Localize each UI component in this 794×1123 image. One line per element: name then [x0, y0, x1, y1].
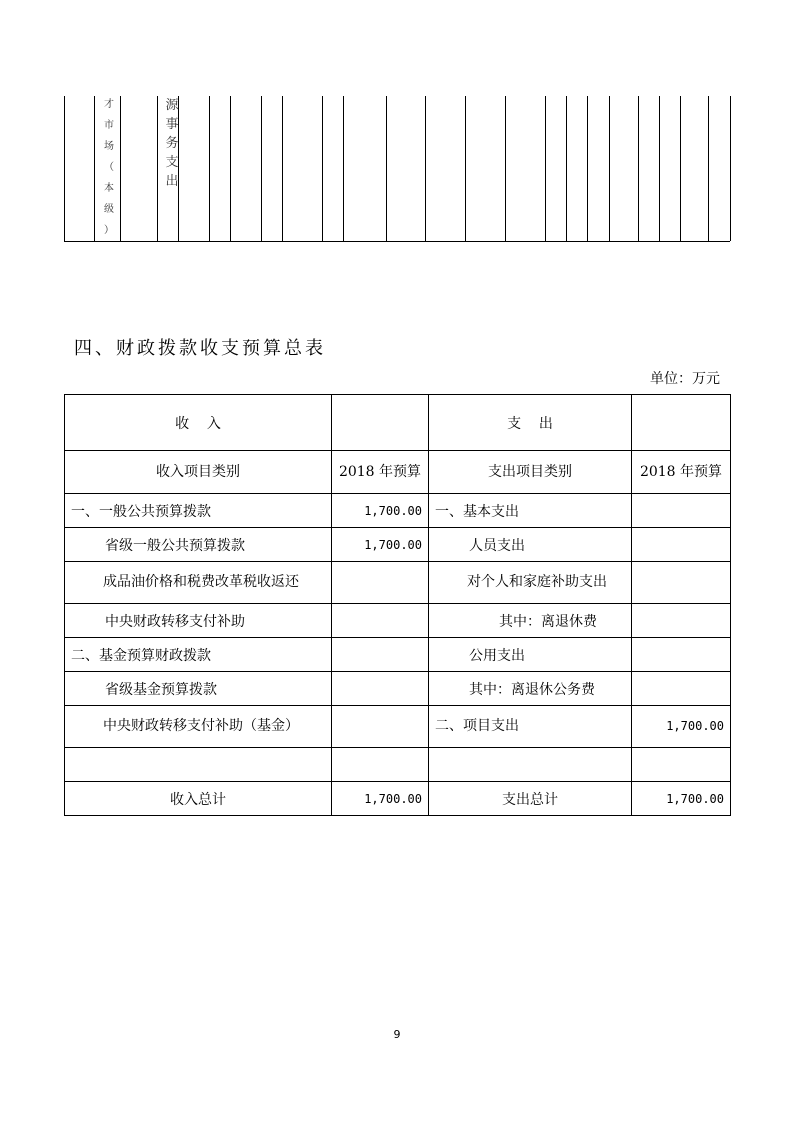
table-total-row — [65, 782, 731, 816]
char: 级 — [104, 204, 114, 215]
income-amount — [332, 638, 429, 672]
vertical-cell-text-unit — [101, 100, 117, 247]
char: ） — [104, 225, 114, 236]
table-gridline — [386, 96, 387, 241]
table-gridline — [680, 96, 681, 241]
income-category-header: 收入项目类别 — [65, 451, 332, 494]
table-gridline — [638, 96, 639, 241]
table-gridline — [120, 96, 121, 241]
income-amount — [332, 748, 429, 782]
income-total-label: 收入总计 — [65, 782, 332, 816]
income-item: 二、基金预算财政拨款 — [65, 638, 332, 672]
table-gridline — [566, 96, 567, 241]
table-gridline — [94, 96, 95, 241]
expense-amount — [632, 638, 731, 672]
table-row — [65, 494, 731, 528]
table-gridline — [730, 96, 731, 241]
char: 才 — [104, 99, 114, 110]
income-total-amount: 1,700.00 — [332, 782, 429, 816]
table-gridline — [659, 96, 660, 241]
table-gridline — [505, 96, 506, 241]
table-gridline — [157, 96, 158, 241]
expense-total-amount: 1,700.00 — [632, 782, 731, 816]
income-amount — [332, 562, 429, 604]
section-title: 四、财政拨款收支预算总表 — [74, 338, 326, 359]
table-row — [65, 604, 731, 638]
expense-amount — [632, 562, 731, 604]
income-item: 中央财政转移支付补助（基金） — [65, 706, 332, 748]
table-gridline — [209, 96, 210, 241]
char: （ — [104, 162, 114, 173]
expense-amount — [632, 672, 731, 706]
expense-item: 其中：离退休公务费 — [429, 672, 632, 706]
expense-item: 其中：离退休费 — [429, 604, 632, 638]
income-item — [65, 748, 332, 782]
table-row — [65, 562, 731, 604]
table-subheader-row — [65, 451, 731, 494]
table-gridline — [425, 96, 426, 241]
table-gridline — [465, 96, 466, 241]
income-amount: 1,700.00 — [332, 528, 429, 562]
previous-table-fragment — [64, 96, 730, 242]
table-gridline — [545, 96, 546, 241]
income-item: 省级一般公共预算拨款 — [65, 528, 332, 562]
expense-total-label: 支出总计 — [429, 782, 632, 816]
char: 本 — [104, 183, 114, 194]
char: 市 — [104, 120, 114, 131]
table-gridline — [282, 96, 283, 241]
char: 出 — [165, 174, 179, 189]
income-item: 一、一般公共预算拨款 — [65, 494, 332, 528]
budget-summary-table — [64, 394, 731, 816]
table-row — [65, 672, 731, 706]
table-row — [65, 638, 731, 672]
header-income: 收 入 — [65, 395, 332, 451]
expense-item: 人员支出 — [429, 528, 632, 562]
expense-item: 一、基本支出 — [429, 494, 632, 528]
char: 务 — [165, 136, 179, 151]
expense-amount: 1,700.00 — [632, 706, 731, 748]
unit-label: 单位：万元 — [650, 371, 720, 387]
header-expense: 支 出 — [429, 395, 632, 451]
expense-category-header: 支出项目类别 — [429, 451, 632, 494]
table-gridline — [609, 96, 610, 241]
expense-amount — [632, 604, 731, 638]
income-item: 中央财政转移支付补助 — [65, 604, 332, 638]
table-header-row — [65, 395, 731, 451]
income-item: 成品油价格和税费改革税收返还 — [65, 562, 332, 604]
char: 支 — [165, 155, 179, 170]
income-item: 省级基金预算拨款 — [65, 672, 332, 706]
table-gridline — [587, 96, 588, 241]
vertical-cell-text-function — [163, 99, 181, 194]
table-row — [65, 528, 731, 562]
expense-amount — [632, 494, 731, 528]
table-gridline — [261, 96, 262, 241]
table-gridline — [230, 96, 231, 241]
income-amount — [332, 672, 429, 706]
income-amount — [332, 706, 429, 748]
char: 事 — [165, 117, 179, 132]
table-row — [65, 748, 731, 782]
header-expense-amount — [632, 395, 731, 451]
char: 源 — [165, 98, 179, 113]
expense-amount — [632, 528, 731, 562]
expense-amount — [632, 748, 731, 782]
char: 场 — [104, 141, 114, 152]
income-amount: 1,700.00 — [332, 494, 429, 528]
expense-item: 公用支出 — [429, 638, 632, 672]
expense-year-header: 2018 年预算 — [632, 451, 731, 494]
income-year-header: 2018 年预算 — [332, 451, 429, 494]
table-gridline — [322, 96, 323, 241]
table-row — [65, 706, 731, 748]
table-gridline — [343, 96, 344, 241]
income-amount — [332, 604, 429, 638]
page-number: 9 — [393, 1028, 401, 1041]
header-income-amount — [332, 395, 429, 451]
expense-item: 二、项目支出 — [429, 706, 632, 748]
table-gridline — [708, 96, 709, 241]
expense-item: 对个人和家庭补助支出 — [429, 562, 632, 604]
expense-item — [429, 748, 632, 782]
